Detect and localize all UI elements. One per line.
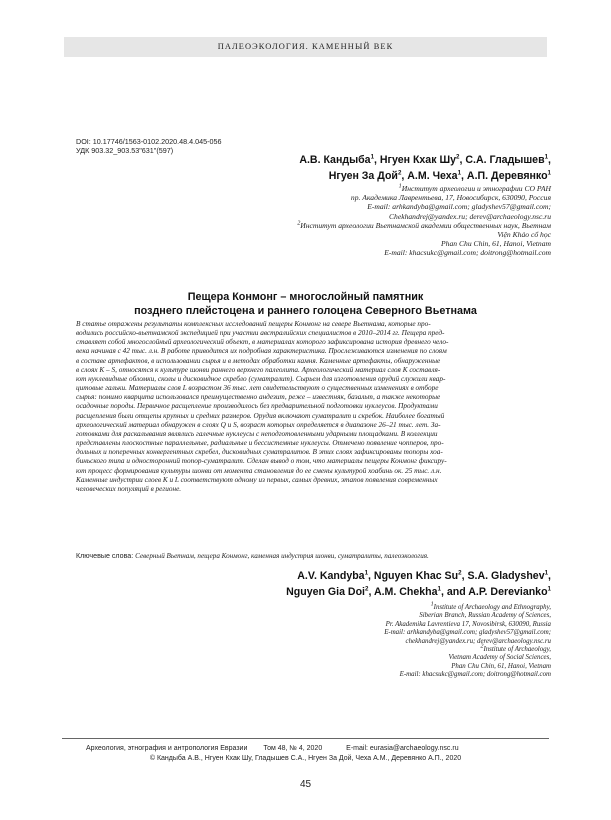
affiliation-line: Chekhandrej@yandex.ru; derev@archaeology.nsc.ru — [388, 211, 551, 221]
affiliation-line: $^1$Institute of Archaeology and Ethnography, — [430, 600, 551, 611]
abstract-line: ют процесс формирования культуры шонви от момента становления до ее смены культурой хоабинь ок. 25 тыс. л.н. — [76, 466, 442, 475]
author-affil-mark: 2 — [458, 569, 462, 577]
title-line-1: Пещера Конмонг – многослойный памятник — [187, 291, 424, 303]
author-name: A.V. Kandyba — [297, 570, 365, 582]
affiliation-line: пр. Академика Лаврентьева, 17, Новосибирск, 630090, Россия — [350, 193, 551, 203]
author-affil-mark: 2 — [364, 585, 369, 593]
author-affil-mark: 1 — [544, 153, 549, 161]
keywords-label: Ключевые слова: — [76, 552, 134, 560]
author-name: Nguyen Khac Su — [373, 570, 459, 582]
abstract-line: в составе артефактов, в использовании сырья и в методах обработки камня. Каменные артефакты, обнаруженные — [76, 356, 441, 365]
author-name: А.П. Деревянко — [466, 170, 548, 182]
abstract-line: расщепления были отщепы крупных и средних размеров. Орудия включают суматралит и скребок. Наиболее богатый — [76, 411, 445, 420]
abstract-line: биньского типа и односторонний топор-суматралит. Сделан вывод о том, что материалы пещеры Конмонг фиксиру- — [76, 457, 447, 466]
abstract-line: В статье отражены результаты комплексных исследований пещеры Конмонг на севере Вьетнама, которые про- — [76, 320, 431, 328]
abstract-line: представлены плоскостные параллельные, радиальные и бессистемные нуклеусы. Отмечено появление чопперов, про- — [76, 439, 444, 448]
udk-code: УДК 903.32_903.53"631"(597) — [76, 146, 174, 155]
author-name: А.М. Чеха — [407, 170, 458, 182]
affiliation-line: Viện Khảo cổ học — [497, 230, 551, 240]
page-number: 45 — [299, 779, 312, 790]
author-name: С.А. Гладышев — [465, 154, 545, 166]
section-header: ПАЛЕОЭКОЛОГИЯ. КАМЕННЫЙ ВЕК — [64, 37, 547, 57]
affiliation-line: E-mail: khacsukc@gmail.com; doitrong@hotmail.com — [399, 671, 551, 679]
abstract-line: человеческих популяций в регионе. — [76, 484, 182, 493]
affiliations-russian — [191, 184, 551, 258]
affiliation-line: Phan Chu Chin, 61, Hanoi, Vietnam — [441, 239, 551, 249]
author-affil-mark: 1 — [544, 569, 549, 577]
abstract-line: сырья: помимо кварцита использовался преимущественно андезит, реже – известняк, базальт, а также некоторые — [76, 393, 441, 402]
abstract-line: водились российско-вьетнамской экспедицией при участии австралийских специалистов в 2010–2014 гг. Пещера пред- — [76, 329, 445, 338]
author-name: and A.P. Derevianko — [446, 586, 548, 598]
doi: DOI: 10.17746/1563-0102.2020.48.4.045-056 — [76, 137, 222, 146]
affiliation-line: $^2$Институт археологии Вьетнамской академии общественных наук, Вьетнам — [297, 219, 551, 230]
author-name: Nguyen Gia Doi — [286, 586, 365, 598]
affiliation-line: $^2$Institute of Archaeology, — [480, 642, 551, 654]
affiliation-line: Vietnam Academy of Social Sciences, — [448, 654, 551, 662]
abstract-line: цитовые гальки. Материалы слоя L возрастом 36 тыс. лет свидетельствуют о существенных изменениях в отборе — [76, 384, 439, 393]
abstract-line: ставляет собой многослойный археологический объект, в материалах которого зафиксирована история древнего чело- — [76, 338, 449, 347]
author-affil-mark: 1 — [370, 153, 375, 161]
author-affil-mark: 1 — [437, 585, 441, 593]
title-line-2: позднего плейстоцена и раннего голоцена Северного Вьетнама — [134, 305, 477, 317]
journal-name: Археология, этнография и антропология Евразии — [86, 745, 248, 752]
article-title — [0, 290, 611, 318]
author-affil-mark: 1 — [457, 169, 462, 177]
affiliation-line: E-mail: khacsukc@gmail.com; doitrong@hotmail.com — [384, 248, 551, 258]
abstract-line: археологический материал обнаружен в слоях Q и S, возраст которых определяется в диапазоне 26–21 тыс. лет. За- — [76, 420, 441, 429]
abstract-line: дольных и поперечных конвергентных скребел, дисковидных суматралитов. В этих слоях зафиксированы топоры хоа- — [76, 448, 443, 457]
authors-russian — [171, 152, 551, 184]
keywords-text: Северный Вьетнам, пещера Конмонг, каменная индустрия шонви, суматралиты, палеоэкология. — [135, 552, 429, 560]
abstract — [76, 320, 544, 494]
author-affil-mark: 2 — [397, 169, 402, 177]
affiliations-english — [191, 600, 551, 680]
footer-journal-info — [86, 744, 546, 753]
affiliation-line: Pr. Akademika Lavrentieva 17, Novosibirsk, 630090, Russia — [385, 620, 551, 628]
author-name: S.A. Gladyshev — [467, 570, 545, 582]
affiliation-line: Siberian Branch, Russian Academy of Sciences, — [419, 612, 551, 620]
author-affil-mark: 1 — [364, 569, 369, 577]
author-name: Нгуен За Дой — [328, 170, 398, 182]
journal-volume: Том 48, № 4, 2020 — [263, 745, 323, 752]
author-name: A.M. Chekha — [373, 586, 438, 598]
keywords — [76, 552, 544, 561]
abstract-line: ют нуклевидные обломки, сколы и дисковидное скребло (суматралит). Сырьем для изготовления орудий служили квар- — [76, 374, 446, 383]
affiliation-line: chekhandrej@yandex.ru; derev@archaeology.nsc.ru — [405, 637, 551, 645]
affiliation-line: E-mail: arhkandyba@gmail.com; gladyshev57@gmail.com; — [367, 202, 551, 212]
author-affil-mark: 2 — [456, 153, 460, 161]
abstract-line: осадочные породы. Первичное расщепление производилось без предварительной подготовки нуклеусов. Продуктами — [76, 402, 438, 411]
footer-divider — [62, 738, 549, 739]
abstract-line: века начиная с 42 тыс. л.н. В работе приводится их подробная характеристика. Прослеживаются изменения по слоям — [76, 347, 447, 356]
author-name: А.В. Кандыба — [299, 154, 371, 166]
abstract-line: Каменные индустрии слоев K и L соответствуют одному из первых, самых древних, этапов появления современных — [76, 475, 438, 484]
author-affil-mark: 1 — [547, 169, 551, 177]
affiliation-line: $^1$Институт археологии и этнографии СО РАН — [398, 182, 551, 193]
authors-ru-line-1: А.В. Кандыба$^1$, Нгуен Кхак $Шу^2$, С.А. Гладышев$^1$, — [299, 153, 551, 166]
affiliation-line: E-mail: arhkandyba@gmail.com; gladyshev57@gmail.com; — [384, 629, 551, 637]
abstract-line: готовками для раскалывания являлись галечные нуклеусы с неподготовленными ударными площадками. В коллекции — [76, 429, 438, 438]
authors-english — [171, 568, 551, 600]
author-affil-mark: 1 — [547, 585, 551, 593]
abstract-line: в слоях K – S, относятся к культуре шонви раннего верхнего палеолита. Археологический материал слоя K составля- — [76, 365, 441, 374]
author-name: Нгуен Кхак Шу — [379, 154, 456, 166]
authors-en-line-1: A.V. Kandyba$^1$, Nguyen Khac Su$^2$, S.A. Gladyshev$^1$, — [297, 569, 551, 582]
copyright-line: © Кандыба А.В., Нгуен Кхак Шу, Гладышев С.А., Нгуен За Дой, Чеха А.М., Деревянко А.П., 2020 — [149, 755, 462, 762]
affiliation-line: Phan Chu Chin, 61, Hanoi, Vietnam — [451, 662, 551, 670]
journal-email: E-mail: eurasia@archaeology.nsc.ru — [346, 745, 459, 752]
authors-en-line-2: Nguyen Gia Doi$^2$, A.M. Chekha$^1$, and A.P. Derevianko$^1$ — [286, 585, 551, 598]
authors-ru-line-2: Нгуен За Дой$^2$, А.М. Чеха$^1$, А.П. Деревянко$^1$ — [328, 169, 551, 182]
